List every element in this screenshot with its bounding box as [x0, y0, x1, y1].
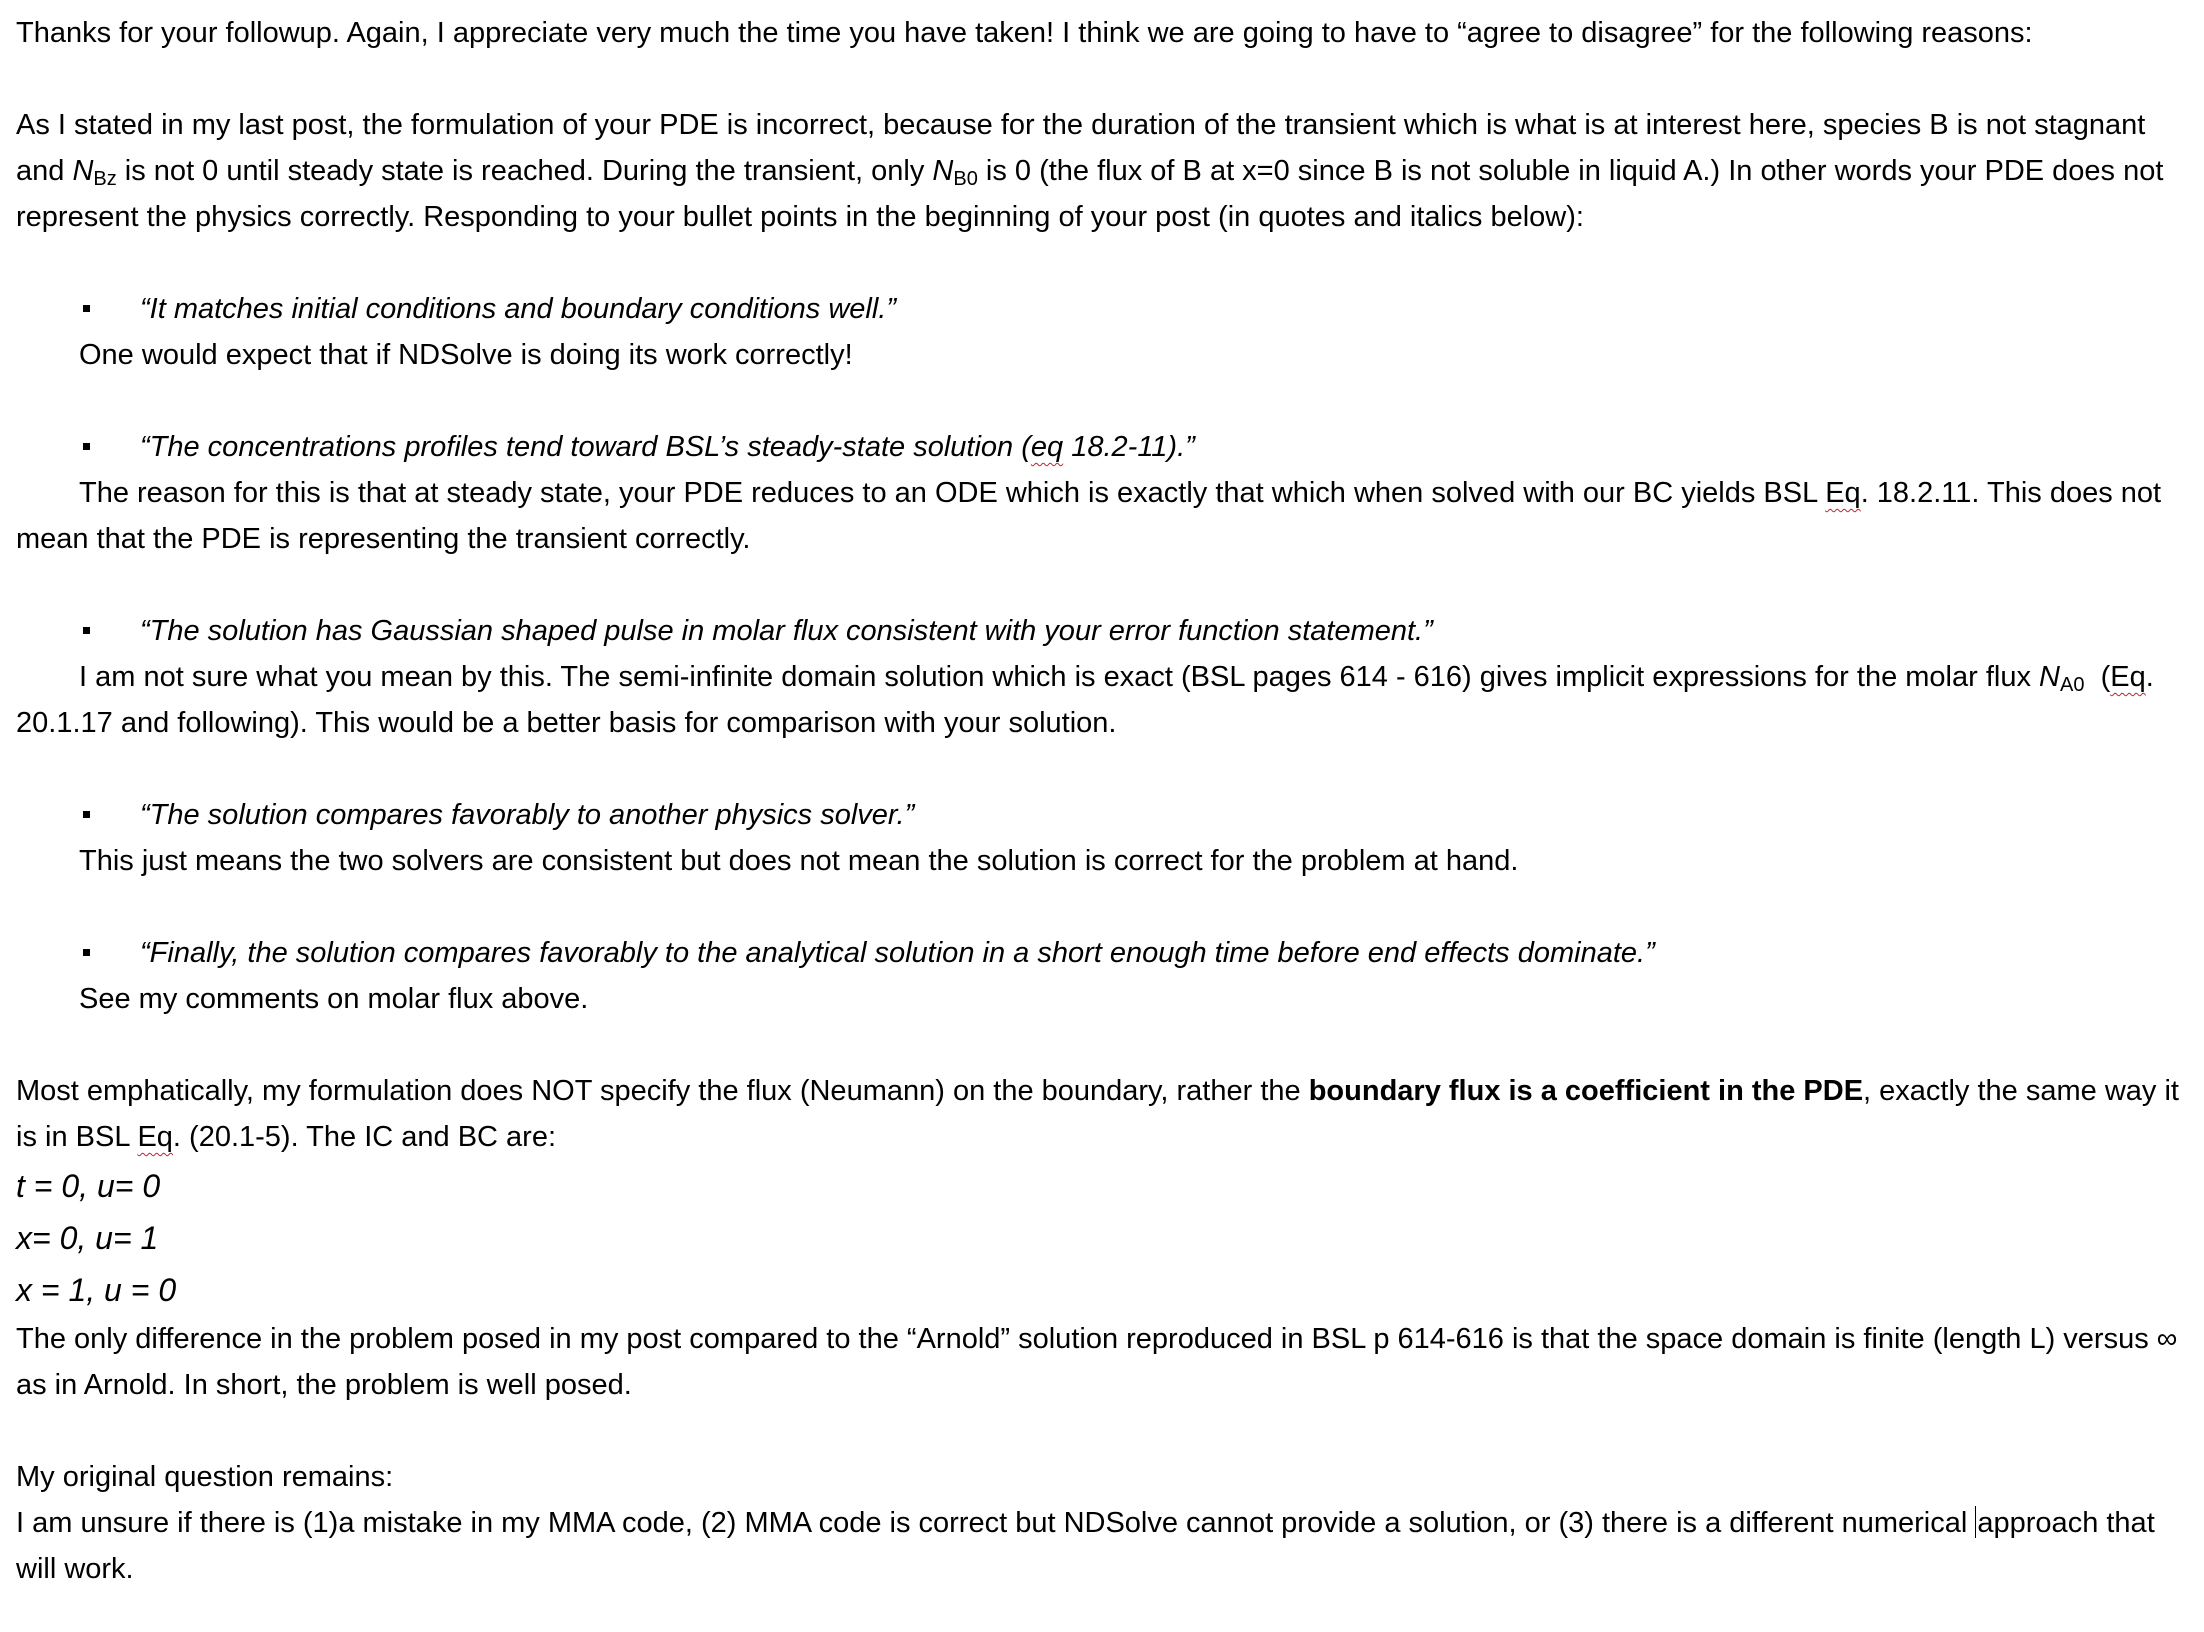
bullet-item — [16, 930, 2192, 1022]
equation-line: x = 1, u = 0 — [16, 1272, 177, 1308]
text-run: . 18.2.11. This does not mean that the PDE is representing the transient correctly. — [16, 477, 2162, 555]
bullet-square-icon — [83, 949, 90, 956]
text-run: ( — [2084, 661, 2111, 693]
quote-text: 18.2-11).” — [1063, 431, 1195, 463]
bullet-quote — [16, 792, 2192, 838]
bullet-reply — [16, 654, 2192, 746]
bullet-reply: See my comments on molar flux above. — [79, 983, 589, 1015]
spellcheck-word[interactable]: Eq — [2110, 661, 2146, 693]
equation-line: t = 0, u= 0 — [16, 1168, 161, 1204]
text-run: The reason for this is that at steady state, your PDE reduces to an ODE which is exactly that which when solved with our BC yields BSL — [79, 477, 1826, 509]
bullet-reply: One would expect that if NDSolve is doing its work correctly! — [79, 339, 853, 371]
symbol-n-a0 — [2039, 661, 2085, 696]
symbol-subscript: Bz — [93, 168, 117, 190]
bullet-square-icon — [83, 627, 90, 634]
bullet-square-icon — [83, 811, 90, 818]
bullet-quote — [16, 424, 2192, 470]
question-heading: My original question remains: — [16, 1461, 394, 1493]
symbol-letter: N — [932, 155, 954, 187]
formulation-paragraph — [16, 1068, 2192, 1160]
text-run: . (20.1-5). The IC and BC are: — [172, 1121, 557, 1153]
bullet-quote — [16, 286, 2192, 332]
symbol-subscript: A0 — [2059, 674, 2085, 696]
bullet-item — [16, 792, 2192, 884]
symbol-n-bz — [72, 155, 117, 190]
text-run: I am not sure what you mean by this. The semi-infinite domain solution which is exact (BSL pages 614 - 616) gives implicit expressions for the molar flux — [79, 661, 2040, 693]
symbol-subscript: B0 — [953, 168, 978, 190]
text-run: , exactly the same way it is in BSL — [16, 1075, 2179, 1153]
quote-text: “It matches initial conditions and boundary conditions well.” — [140, 293, 897, 325]
text-run: approach that will work. — [16, 1507, 2155, 1585]
bullet-item — [16, 286, 2192, 378]
quote-text: “The solution has Gaussian shaped pulse in molar flux consistent with your error function statement.” — [140, 615, 1433, 647]
text-run: Most emphatically, my formulation does NOT specify the flux (Neumann) on the boundary, rather the — [16, 1075, 1309, 1107]
comparison-paragraph: The only difference in the problem posed in my post compared to the “Arnold” solution reproduced in BSL p 614-616 is that the space domain is finite (length L) versus ∞ as in Arnold. In short, the problem is well posed. — [16, 1323, 2178, 1401]
text-run: As I stated in my last post, the formulation of your PDE is incorrect, because for the duration of the transient which is what is at interest here, species B is not stagnant and — [16, 109, 2146, 187]
symbol-letter: N — [72, 155, 94, 187]
quote-text: “Finally, the solution compares favorably to the analytical solution in a short enough time before end effects dominate.” — [140, 937, 1655, 969]
bullet-quote — [16, 930, 2192, 976]
bullet-item — [16, 608, 2192, 746]
bullet-quote — [16, 608, 2192, 654]
spellcheck-word[interactable]: Eq — [137, 1121, 173, 1153]
bullet-reply — [16, 470, 2192, 562]
symbol-letter: N — [2039, 661, 2060, 693]
bullet-square-icon — [83, 305, 90, 312]
spellcheck-word[interactable]: eq — [1030, 431, 1064, 463]
quote-text: “The concentrations profiles tend toward BSL’s steady-state solution ( — [140, 431, 1031, 463]
text-run: . 20.1.17 and following). This would be a better basis for comparison with your solution. — [16, 661, 2154, 739]
text-run: is 0 (the flux of B at x=0 since B is not soluble in liquid A.) In other words your PDE does not represent the physics correctly. Responding to your bullet points in the beginning of your post (in quotes and italics below): — [16, 155, 2164, 233]
text-run: is not 0 until steady state is reached. During the transient, only — [116, 155, 933, 187]
bullet-square-icon — [83, 443, 90, 450]
text-run: I am unsure if there is (1)a mistake in my MMA code, (2) MMA code is correct but NDSolve cannot provide a solution, or (3) there is a different numerical — [16, 1507, 1976, 1539]
equation-line: x= 0, u= 1 — [16, 1220, 159, 1256]
bullet-item — [16, 424, 2192, 562]
bullet-reply: This just means the two solvers are consistent but does not mean the solution is correct for the problem at hand. — [79, 845, 1519, 877]
pde-critique-paragraph — [16, 102, 2192, 240]
quote-text: “The solution compares favorably to another physics solver.” — [140, 799, 915, 831]
symbol-n-b0 — [932, 155, 978, 190]
question-paragraph — [16, 1500, 2192, 1592]
bold-phrase: boundary flux is a coefficient in the PDE — [1308, 1075, 1864, 1107]
spellcheck-word[interactable]: Eq — [1825, 477, 1861, 509]
intro-paragraph: Thanks for your followup. Again, I appreciate very much the time you have taken! I think we are going to have to “agree to disagree” for the following reasons: — [16, 17, 2033, 49]
